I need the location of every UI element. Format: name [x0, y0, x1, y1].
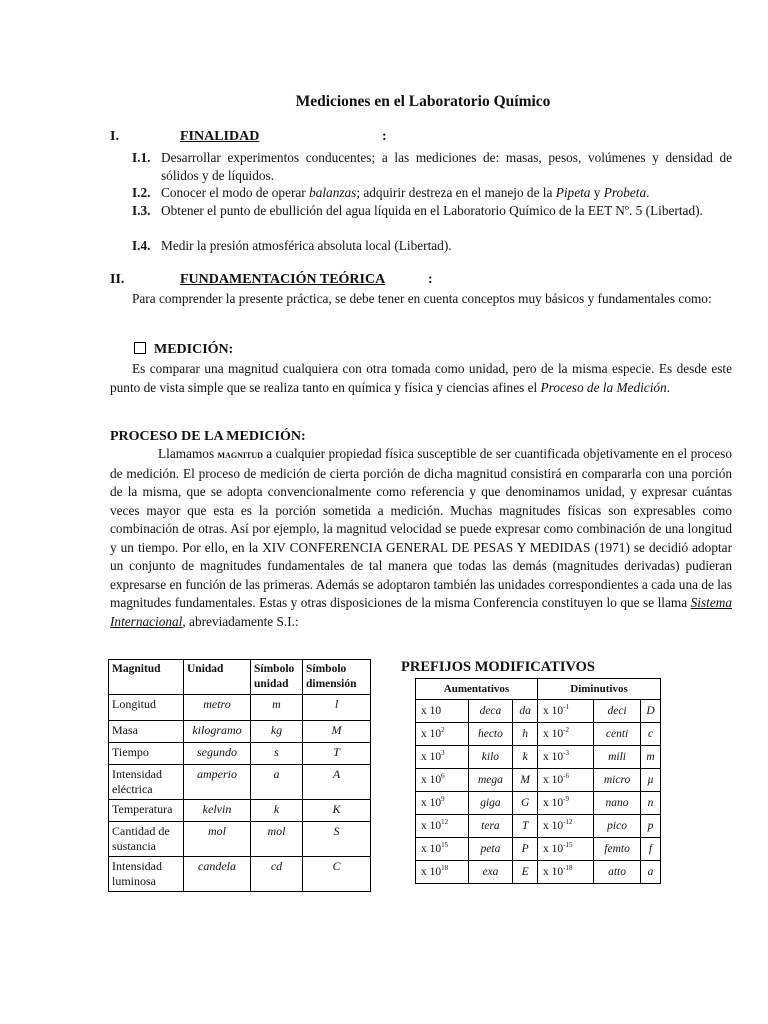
prefix-name-cell	[468, 700, 513, 723]
table-cell: Tiempo	[109, 743, 184, 765]
exponent: 18	[441, 864, 449, 873]
objective-item	[132, 237, 732, 255]
table-cell: kilogramo	[184, 721, 251, 743]
magnitudes-table	[108, 659, 371, 892]
prefix-name-cell	[468, 792, 513, 815]
table-cell: A	[303, 765, 371, 800]
cell-text: k	[522, 751, 528, 763]
table-cell: S	[303, 822, 371, 857]
table-row	[109, 822, 371, 857]
cell-text: da	[519, 705, 531, 717]
exponent: -9	[563, 795, 569, 804]
prefix-symbol-cell	[641, 746, 661, 769]
table-row	[416, 723, 661, 746]
column-header: Símbolo unidad	[251, 660, 303, 695]
table-cell: m	[251, 695, 303, 721]
prefix-name-cell	[594, 769, 641, 792]
factor-cell	[416, 815, 469, 838]
section-title-text: FUNDAMENTACIÓN TEÓRICA	[180, 272, 386, 287]
prefix-symbol-cell	[513, 746, 538, 769]
cell-text: mega	[477, 774, 503, 786]
table-row	[416, 838, 661, 861]
factor-cell	[538, 723, 594, 746]
table-row	[416, 815, 661, 838]
exponent: 9	[441, 795, 445, 804]
table-cell: amperio	[184, 765, 251, 800]
table-cell: l	[303, 695, 371, 721]
table-cell: kelvin	[184, 800, 251, 822]
cell-text: deci	[607, 705, 627, 717]
proceso-paragraph	[110, 445, 732, 631]
prefix-name-cell	[594, 723, 641, 746]
cell-text: peta	[480, 843, 501, 855]
prefix-name-cell	[468, 815, 513, 838]
factor-cell	[538, 746, 594, 769]
prefix-symbol-cell	[513, 838, 538, 861]
cell-text: x 10	[421, 774, 442, 786]
table-cell: candela	[184, 857, 251, 892]
table-row	[109, 743, 371, 765]
cell-text: giga	[480, 797, 501, 809]
exponent: 15	[441, 841, 449, 850]
prefix-name-cell	[594, 792, 641, 815]
table-cell: a	[251, 765, 303, 800]
term-magnitud: magnitud	[217, 449, 263, 461]
cell-text: x 10	[421, 866, 442, 878]
text-run: Conocer el modo de operar	[161, 185, 310, 200]
text-italic: Proceso de la Medición	[540, 379, 667, 395]
section-finalidad-heading	[110, 129, 710, 149]
medicion-heading-text: MEDICIÓN:	[154, 342, 234, 357]
prefix-symbol-cell	[513, 815, 538, 838]
table-cell: k	[251, 800, 303, 822]
cell-text: hecto	[477, 728, 503, 740]
cell-text: femto	[604, 843, 630, 855]
prefijos-table	[415, 678, 661, 884]
exponent: -15	[563, 841, 573, 850]
table-cell: C	[303, 857, 371, 892]
text-run: .	[646, 185, 650, 200]
table-row	[109, 765, 371, 800]
objective-item	[132, 149, 732, 185]
prefix-name-cell	[468, 861, 513, 884]
prefix-symbol-cell	[641, 723, 661, 746]
factor-cell	[416, 769, 469, 792]
objective-item	[132, 184, 732, 202]
cell-text: M	[520, 774, 530, 786]
cell-text: exa	[482, 866, 499, 878]
objective-key: I.1.	[132, 150, 151, 165]
section-number: II.	[110, 272, 125, 287]
table-row	[416, 769, 661, 792]
section-number: I.	[110, 129, 119, 144]
cell-text: n	[647, 797, 654, 809]
section-title	[180, 129, 259, 145]
table-row	[416, 746, 661, 769]
cell-text: x 10	[421, 843, 442, 855]
text-italic: Probeta	[603, 185, 647, 200]
prefix-name-cell	[594, 815, 641, 838]
cell-text: x 10	[421, 705, 442, 717]
cell-text: x 10	[543, 728, 564, 740]
section-colon: :	[428, 272, 433, 287]
medicion-heading	[134, 342, 233, 358]
cell-text: D	[646, 705, 655, 717]
table-cell: segundo	[184, 743, 251, 765]
factor-cell	[416, 838, 469, 861]
exponent: -3	[563, 749, 569, 758]
factor-cell	[416, 861, 469, 884]
text-run: , abreviadamente S.I.:	[182, 613, 299, 629]
cell-text: x 10	[421, 751, 442, 763]
table-cell: Intensidad eléctrica	[109, 765, 184, 800]
cell-text: µ	[647, 774, 654, 786]
section-title	[180, 272, 385, 288]
exponent: -18	[563, 864, 573, 873]
objective-text: Obtener el punto de ebullición del agua líquida en el Laboratorio Químico de la EET Nº. 5 (Libertad).	[161, 203, 703, 218]
cell-text: c	[647, 728, 654, 740]
cell-text: x 10	[421, 728, 442, 740]
objective-key: I.4.	[132, 238, 151, 253]
factor-cell	[538, 792, 594, 815]
table-cell: Masa	[109, 721, 184, 743]
cell-text: m	[646, 751, 655, 763]
column-header: Símbolo dimensión	[303, 660, 371, 695]
exponent: -6	[563, 772, 569, 781]
objective-text	[161, 184, 732, 202]
table-cell: cd	[251, 857, 303, 892]
text-run: Llamamos	[158, 446, 218, 461]
table-row	[416, 861, 661, 884]
factor-cell	[538, 815, 594, 838]
cell-text: x 10	[543, 820, 564, 832]
table-row	[109, 857, 371, 892]
prefix-symbol-cell	[513, 769, 538, 792]
prefix-symbol-cell	[641, 815, 661, 838]
table-row	[109, 800, 371, 822]
cell-text: x 10	[543, 751, 564, 763]
table-cell: mol	[184, 822, 251, 857]
cell-text: mili	[608, 751, 626, 763]
prefix-name-cell	[468, 838, 513, 861]
exponent: 2	[441, 726, 445, 735]
cell-text: micro	[603, 774, 631, 786]
column-header-diminutivos: Diminutivos	[538, 679, 661, 700]
prefix-symbol-cell	[641, 700, 661, 723]
prefix-symbol-cell	[513, 700, 538, 723]
exponent: -12	[563, 818, 573, 827]
prefix-name-cell	[594, 861, 641, 884]
medicion-paragraph	[110, 360, 732, 397]
text-run: Es comparar una magnitud cualquiera con otra tomada como unidad, pero de la misma especie. Es desde este punto de vista simple que se realiza tanto en química y física y ciencias afines el	[110, 361, 732, 395]
factor-cell	[416, 700, 469, 723]
cell-text: G	[521, 797, 530, 809]
table-cell: mol	[251, 822, 303, 857]
objective-item	[132, 202, 732, 220]
prefix-name-cell	[594, 746, 641, 769]
table-cell: M	[303, 721, 371, 743]
table-cell: kg	[251, 721, 303, 743]
objective-key: I.3.	[132, 203, 151, 218]
table-row	[416, 792, 661, 815]
factor-cell	[416, 723, 469, 746]
exponent: 3	[441, 749, 445, 758]
objective-key: I.2.	[132, 185, 151, 200]
cell-text: T	[521, 820, 529, 832]
objective-text: Desarrollar experimentos conducentes; a las mediciones de: masas, pesos, volúmenes y densidad de sólidos y de líquidos.	[161, 150, 732, 183]
cell-text: x 10	[543, 705, 564, 717]
page-title: Mediciones en el Laboratorio Químico	[295, 93, 551, 110]
intro-paragraph: Para comprender la presente práctica, se debe tener en cuenta conceptos muy básicos y fundamentales como:	[132, 291, 712, 306]
prefix-symbol-cell	[513, 792, 538, 815]
cell-text: p	[647, 820, 654, 832]
table-cell: Longitud	[109, 695, 184, 721]
table-cell: s	[251, 743, 303, 765]
prefijos-title: PREFIJOS MODIFICATIVOS	[401, 659, 596, 675]
text-run: a cualquier propiedad física susceptible de ser cuantificada objetivamente en el proceso de medición. El proceso de medición de cierta porción de dicha magnitud consistirá en compararla con una porción de la misma, que se adopta convencionalmente como referencia y que denominamos unidad, y expresar cuántas veces mayor que esta es la porción sometida a medición. Muchas magnitudes físicas son expresables como combinación de otras. Así por ejemplo, la magnitud velocidad se puede expresar como combinación de una longitud y un tiempo. Por ello, en la XIV CONFERENCIA GENERAL DE PESAS Y MEDIDAS (1971) se decidió adoptar un conjunto de magnitudes fundamentales de tal manera que todas las demás (magnitudes derivadas) pudieran expresarse en función de las primeras. Además se adoptaron también las unidades correspondientes a cada una de las magnitudes fundamentales. Estas y otras disposiciones de la misma Conferencia constituyen lo que se llama	[110, 446, 733, 610]
cell-text: h	[522, 728, 529, 740]
cell-text: P	[521, 843, 529, 855]
table-row	[109, 695, 371, 721]
cell-text: a	[647, 866, 654, 878]
section-title-text: FINALIDAD	[180, 129, 260, 144]
table-cell: Intensidad luminosa	[109, 857, 184, 892]
cell-text: f	[648, 843, 653, 855]
table-cell: Cantidad de sustancia	[109, 822, 184, 857]
table-cell: metro	[184, 695, 251, 721]
prefix-symbol-cell	[513, 723, 538, 746]
cell-text: atto	[608, 866, 626, 878]
proceso-heading: PROCESO DE LA MEDICIÓN:	[110, 429, 306, 444]
prefix-name-cell	[468, 723, 513, 746]
exponent: -2	[563, 726, 569, 735]
column-header: Magnitud	[109, 660, 184, 695]
table-row	[109, 721, 371, 743]
text-italic: balanzas	[309, 185, 357, 200]
section-fundamentacion-heading	[110, 272, 710, 292]
cell-text: x 10	[543, 866, 564, 878]
factor-cell	[538, 700, 594, 723]
text-run: ; adquirir destreza en el manejo de la	[356, 185, 556, 200]
exponent: 6	[441, 772, 445, 781]
cell-text: x 10	[543, 774, 564, 786]
factor-cell	[538, 838, 594, 861]
table-cell: Temperatura	[109, 800, 184, 822]
prefix-name-cell	[468, 746, 513, 769]
exponent: -1	[563, 703, 569, 712]
prefix-symbol-cell	[513, 861, 538, 884]
exponent: 12	[441, 818, 449, 827]
prefix-name-cell	[468, 769, 513, 792]
prefijos-body	[416, 700, 661, 884]
cell-text: deca	[479, 705, 502, 717]
cell-text: centi	[605, 728, 629, 740]
table-row	[416, 700, 661, 723]
objective-text: Medir la presión atmosférica absoluta local (Libertad).	[161, 238, 452, 253]
cell-text: x 10	[421, 820, 442, 832]
column-header: Unidad	[184, 660, 251, 695]
table-header-row	[416, 679, 661, 700]
section-colon: :	[382, 129, 387, 144]
factor-cell	[416, 792, 469, 815]
checkbox-bullet-icon	[134, 342, 146, 354]
cell-text: x 10	[543, 797, 564, 809]
cell-text: nano	[605, 797, 629, 809]
text-run: .	[666, 379, 671, 395]
table-header-row	[109, 660, 371, 695]
cell-text: tera	[481, 820, 500, 832]
table-cell: K	[303, 800, 371, 822]
prefix-name-cell	[594, 700, 641, 723]
cell-text: pico	[607, 820, 627, 832]
prefix-symbol-cell	[641, 769, 661, 792]
text-run: y	[590, 185, 604, 200]
factor-cell	[416, 746, 469, 769]
table-cell: T	[303, 743, 371, 765]
prefix-symbol-cell	[641, 838, 661, 861]
factor-cell	[538, 861, 594, 884]
prefix-symbol-cell	[641, 792, 661, 815]
cell-text: E	[521, 866, 529, 878]
cell-text: kilo	[481, 751, 500, 763]
prefix-symbol-cell	[641, 861, 661, 884]
prefix-name-cell	[594, 838, 641, 861]
text-italic: Pipeta	[555, 185, 591, 200]
column-header-aumentativos: Aumentativos	[416, 679, 538, 700]
cell-text: x 10	[543, 843, 564, 855]
cell-text: x 10	[421, 797, 442, 809]
term-sistema-internacional: Sistema Internacional	[110, 595, 732, 629]
factor-cell	[538, 769, 594, 792]
